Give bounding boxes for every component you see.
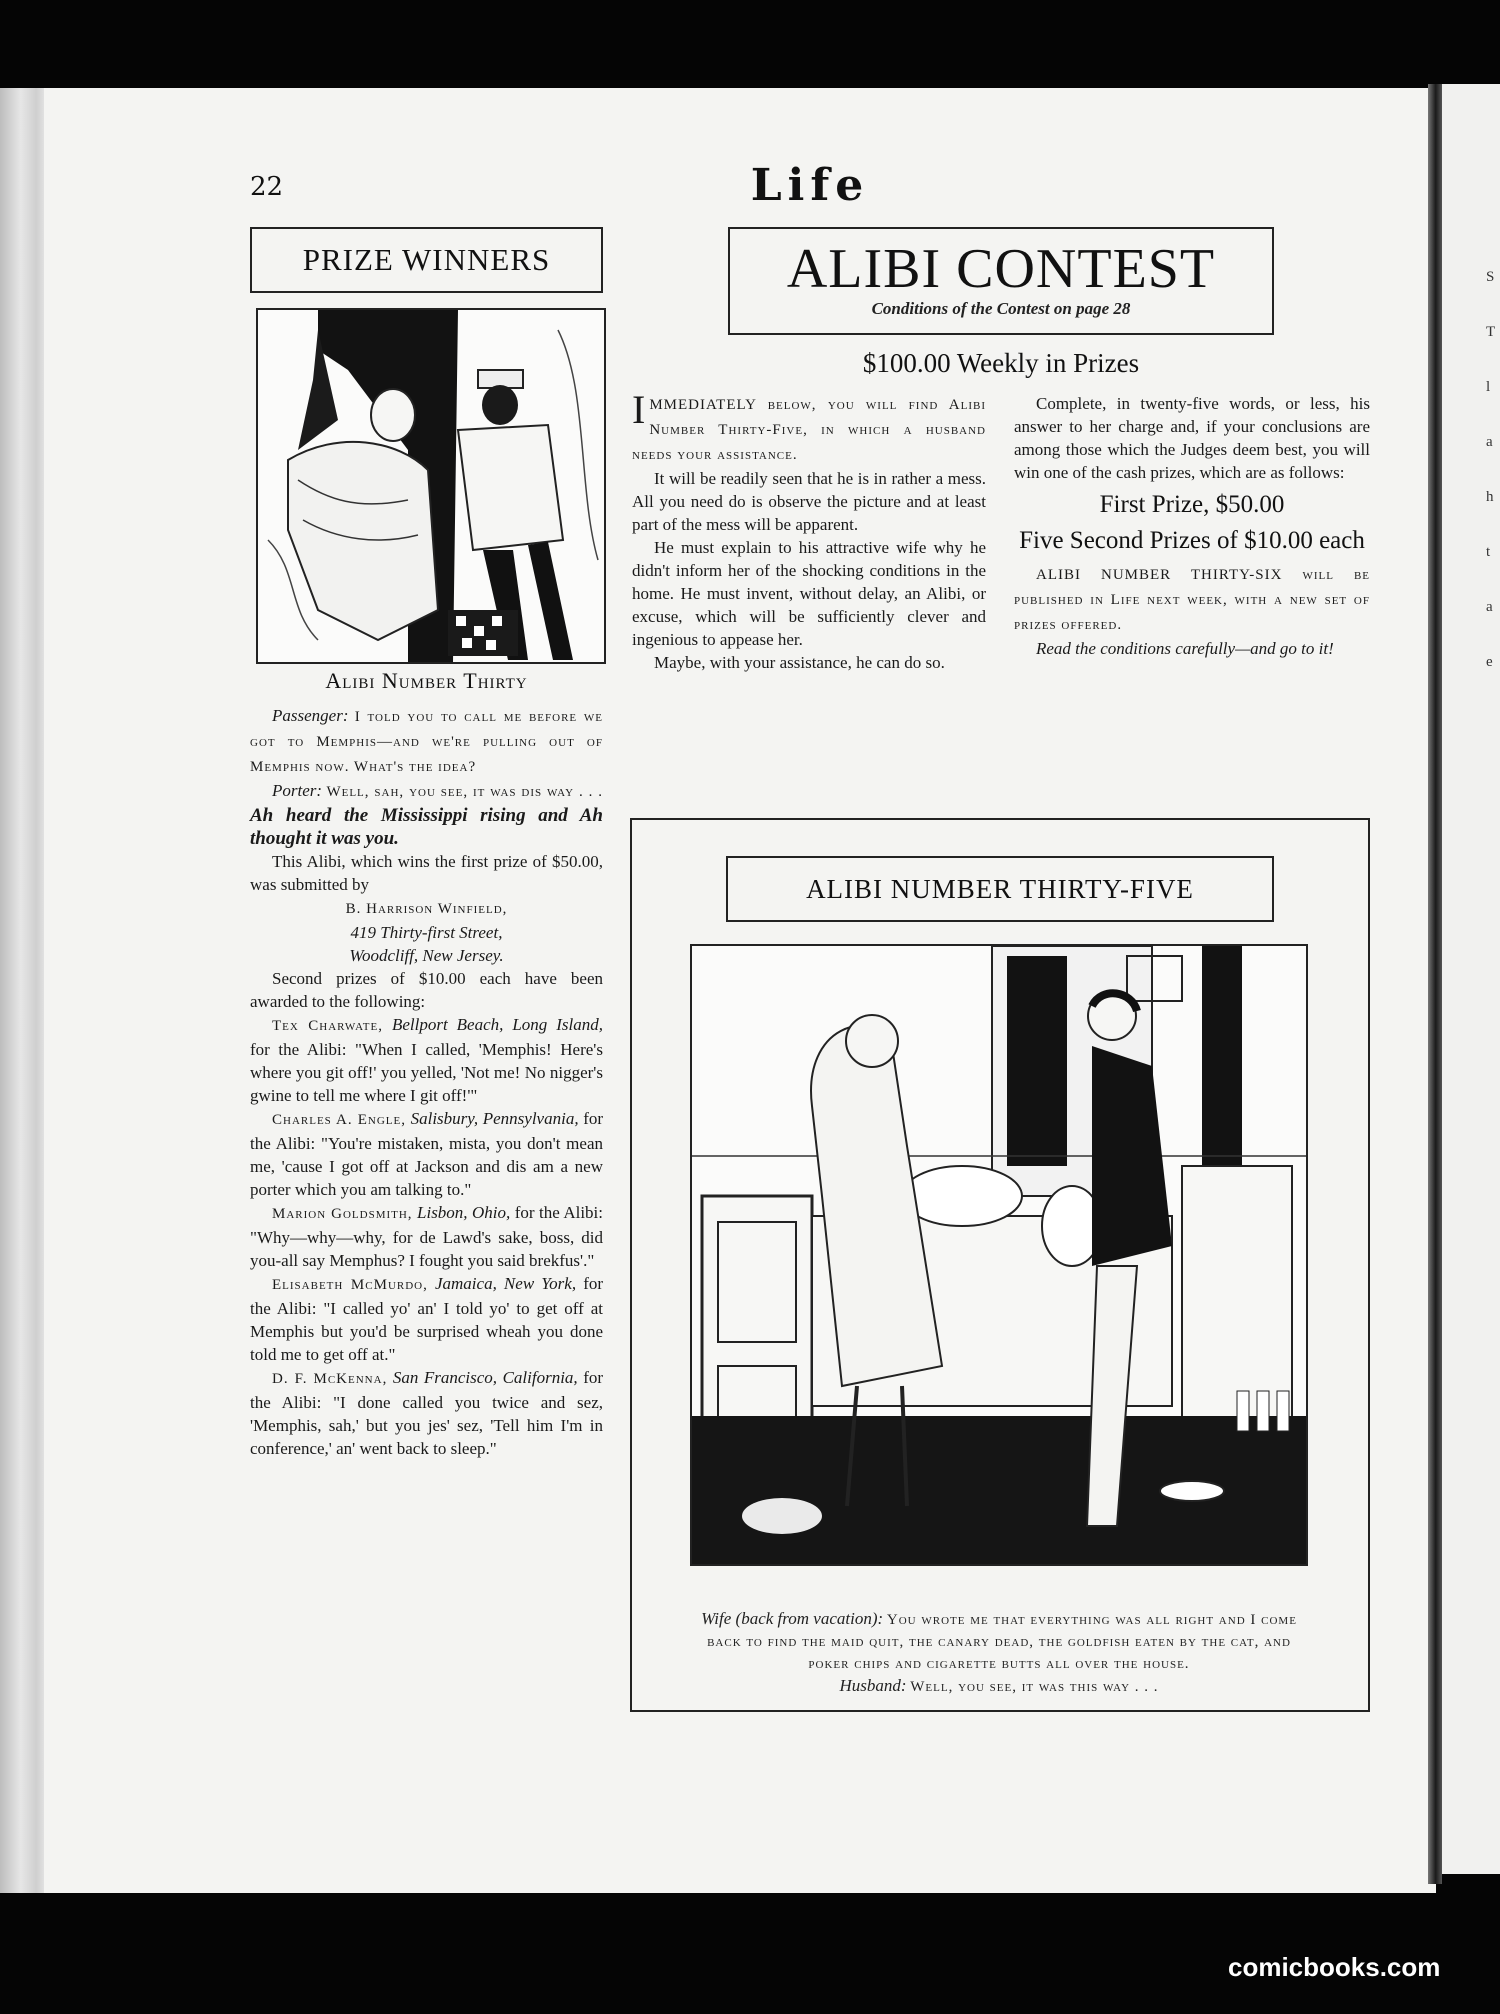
winner-street: 419 Thirty-first Street, <box>350 923 503 942</box>
contest-subtitle: Conditions of the Contest on page 28 <box>871 299 1131 318</box>
train-berth-drawing <box>258 310 604 662</box>
contest-paragraph: He must explain to his attractive wife why he didn't inform her of the shocking conditions in the home. He must invent, without delay, an Alibi, or excuse, which will be sufficiently clever and ingenious to appease her. <box>632 538 986 649</box>
winner-name: B. Harrison Winfield, <box>345 901 508 917</box>
watermark: comicbooks.com <box>1228 1952 1441 1982</box>
prize-winners-header: PRIZE WINNERS <box>250 227 603 293</box>
facing-page-letters: S T l a h t a e <box>1486 269 1496 670</box>
entry-item: D. F. McKenna, San Francisco, California, for the Alibi: "I done called you twice and sez, 'Memphis, sah,' but you jes' sez, 'Tell him I'm in conference,' an' went back to sleep." <box>250 1368 604 1458</box>
caption-alibi-thirty: Alibi Number Thirty <box>325 668 528 693</box>
contest-paragraph: It will be readily seen that he is in rather a mess. All you need do is observe the picture and at least part of the mess will be apparent. <box>632 469 986 534</box>
weekly-prizes-heading: $100.00 Weekly in Prizes <box>862 348 1140 378</box>
passenger-quote: Passenger: I told you to call me before we got to Memphis—and we're pulling out of Memphis now. What's the idea? <box>250 706 603 775</box>
contest-title: ALIBI CONTEST <box>786 238 1216 300</box>
entry-item: Tex Charwate, Bellport Beach, Long Island, for the Alibi: "When I called, 'Memphis! Here's where you git off!' you yelled, 'Not me! No nigger's gwine to tell me where I git off!'" <box>250 1015 604 1105</box>
alibi-thirty-five-header: ALIBI NUMBER THIRTY-FIVE <box>726 856 1274 922</box>
contest-column-left <box>632 387 986 674</box>
illustration-alibi-thirty <box>256 308 606 664</box>
second-prizes-intro: Second prizes of $10.00 each have been awarded to the following: <box>250 969 603 1011</box>
second-prizes-heading: Five Second Prizes of $10.00 each <box>1019 527 1365 554</box>
contest-paragraph: Maybe, with your assistance, he can do so. <box>654 653 945 672</box>
entry-item: Marion Goldsmith, Lisbon, Ohio, for the Alibi: "Why—why—why, for de Lawd's sake, boss, did you-all say Memphus? I fought you said brekfus'." <box>250 1203 603 1270</box>
winner-city: Woodcliff, New Jersey. <box>349 946 504 965</box>
prize-winners-column <box>250 704 603 1460</box>
kitchen-scene-drawing <box>692 946 1306 1564</box>
book-gutter <box>1428 84 1442 1884</box>
closing-exhortation: Read the conditions carefully—and go to it! <box>1036 639 1334 658</box>
intro-paragraph: IMMEDIATELY below, you will find Alibi Number Thirty-Five, in which a husband needs your assistance. <box>632 387 986 463</box>
porter-quote: Porter: Well, sah, you see, it was dis way . . . Ah heard the Mississippi rising and Ah thought it was you. <box>250 781 603 849</box>
contest-paragraph: Complete, in twenty-five words, or less, his answer to her charge and, if your conclusions are among those which the Judges deem best, you will win one of the cash prizes, which are as follows: <box>1014 394 1370 482</box>
entry-item: Elisabeth McMurdo, Jamaica, New York, for the Alibi: "I called yo' an' I told yo' to get off at Memphis but you'd be surprised wheah you done told me to get off at." <box>250 1274 604 1364</box>
entry-item: Charles A. Engle, Salisbury, Pennsylvania, for the Alibi: "You're mistaken, mista, you don't mean me, 'cause I got off at Jackson and dis am a new porter which you am talking to." <box>250 1109 604 1199</box>
first-prize-note: This Alibi, which wins the first prize of $50.00, was submitted by <box>250 852 603 894</box>
contest-column-right <box>1014 392 1370 660</box>
alibi-contest-header <box>728 227 1274 335</box>
illustration-alibi-thirty-five <box>690 944 1308 1566</box>
drop-cap: I <box>632 387 646 432</box>
page-number: 22 <box>250 172 284 202</box>
caption-alibi-thirty-five: Wife (back from vacation): You wrote me that everything was all right and I come back to find the maid quit, the canary dead, the goldfish eaten by the cat, and poker chips and cigarette butts all over the house. Husband: Well, you see, it was this way . . . <box>701 1609 1297 1695</box>
masthead-life: Life <box>750 160 870 211</box>
first-prize-heading: First Prize, $50.00 <box>1099 491 1285 518</box>
next-alibi-note: ALIBI NUMBER THIRTY-SIX will be published in Life next week, with a new set of prizes offered. <box>1014 567 1370 633</box>
